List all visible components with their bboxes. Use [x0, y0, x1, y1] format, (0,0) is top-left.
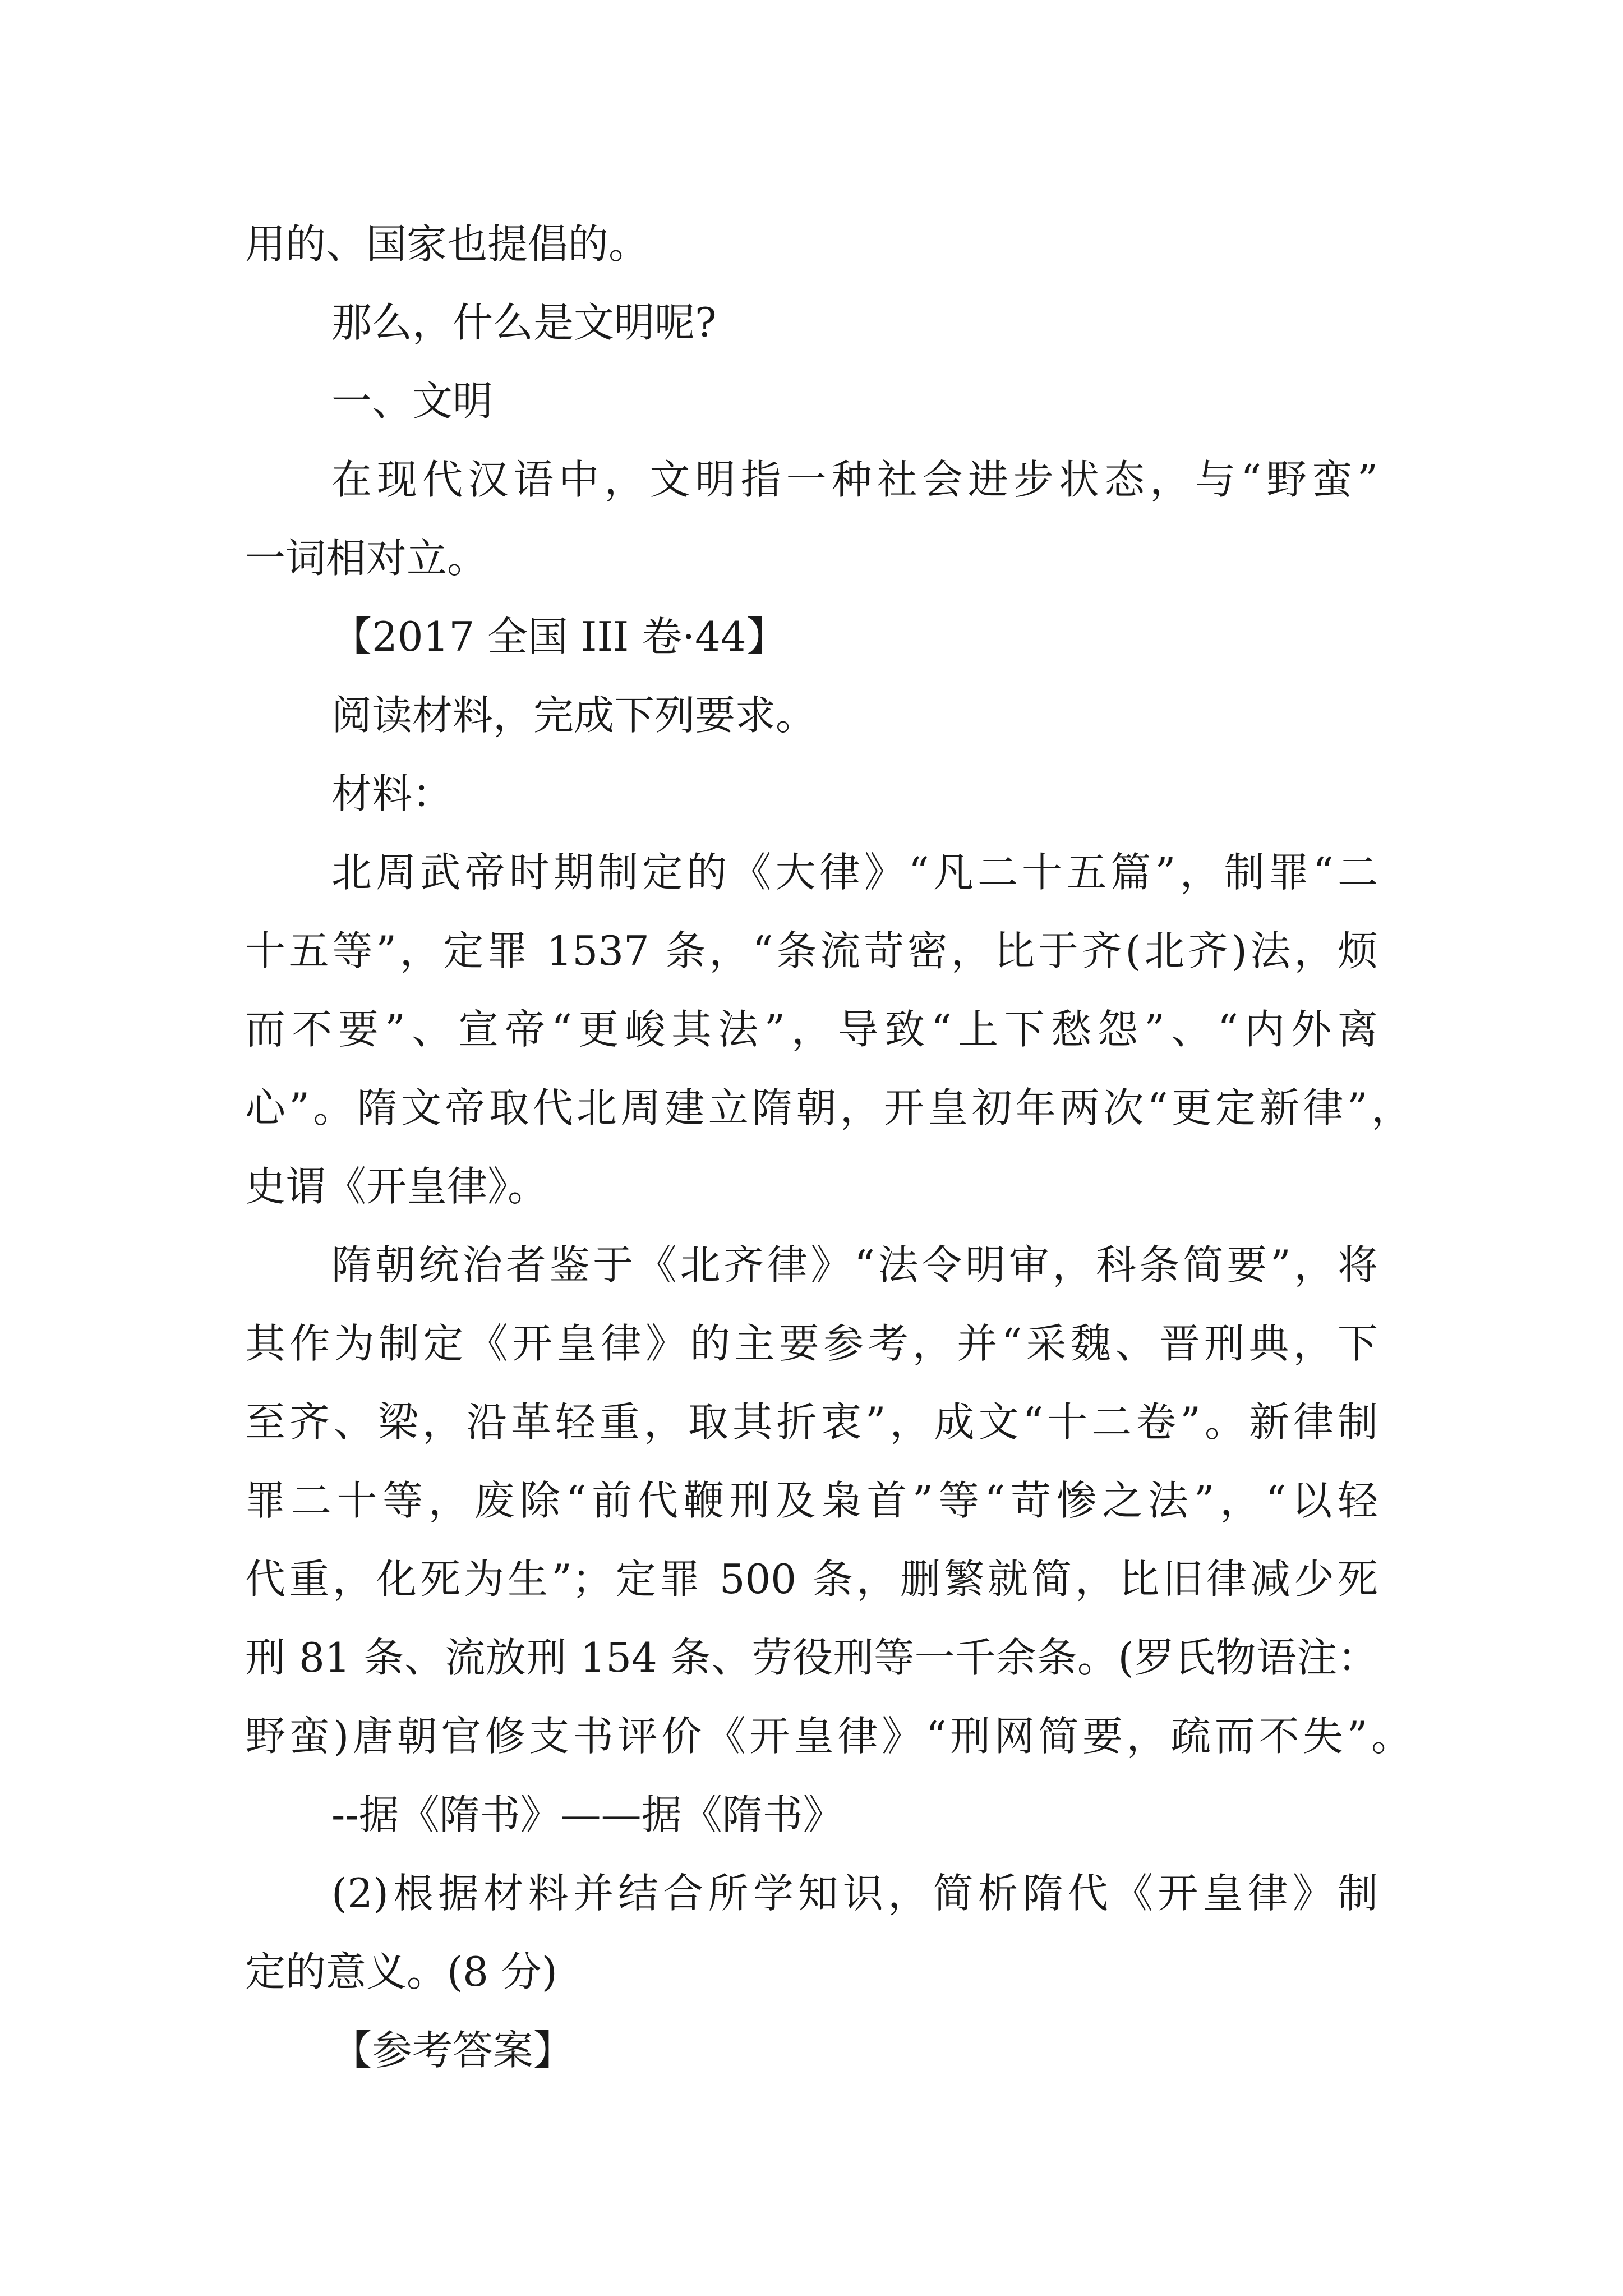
text-line-2: 那么，什么是文明呢? — [331, 299, 717, 346]
question-line-1: (2)根据材料并结合所学知识，简析隋代《开皇律》制 — [331, 1870, 1378, 1917]
answer-heading: 【参考答案】 — [331, 2027, 574, 2074]
exam-source: 【2017 全国 III 卷·44】 — [331, 613, 787, 660]
text-line-5: 一词相对立。 — [245, 535, 488, 582]
text-line-18: 代重，化死为生”；定罪 500 条，删繁就简，比旧律减少死 — [245, 1556, 1378, 1603]
text-line-9: 北周武帝时期制定的《大律》“凡二十五篇”，制罪“二 — [331, 849, 1378, 896]
text-line-17: 罪二十等，废除“前代鞭刑及枭首”等“苛惨之法”，“以轻 — [245, 1477, 1378, 1524]
text-line-15: 其作为制定《开皇律》的主要参考，并“采魏、晋刑典，下 — [245, 1320, 1378, 1367]
text-line-20: 野蛮)唐朝官修支书评价《开皇律》“刑网简要，疏而不失”。 — [245, 1713, 1412, 1760]
text-line-11: 而不要”、宣帝“更峻其法”，导致“上下愁怨”、“内外离 — [245, 1006, 1378, 1053]
text-line-19: 刑 81 条、流放刑 154 条、劳役刑等一千余条。(罗氏物语注： — [245, 1634, 1378, 1681]
text-line-10: 十五等”，定罪 1537 条，“条流苛密，比于齐(北齐)法，烦 — [245, 927, 1378, 974]
text-line-13: 史谓《开皇律》。 — [245, 1163, 548, 1210]
material-label: 材料： — [331, 770, 453, 817]
instruction: 阅读材料，完成下列要求。 — [331, 692, 817, 739]
question-line-2: 定的意义。(8 分) — [245, 1948, 557, 1995]
text-line-1: 用的、国家也提倡的。 — [245, 220, 649, 268]
text-line-16: 至齐、梁，沿革轻重，取其折衷”，成文“十二卷”。新律制 — [245, 1398, 1378, 1446]
citation: --据《隋书》——据《隋书》 — [331, 1791, 843, 1838]
section-heading: 一、文明 — [331, 378, 494, 425]
text-line-12: 心”。隋文帝取代北周建立隋朝，开皇初年两次“更定新律”， — [245, 1084, 1412, 1131]
text-line-4: 在现代汉语中，文明指一种社会进步状态，与“野蛮” — [331, 456, 1378, 503]
text-line-14: 隋朝统治者鉴于《北齐律》“法令明审，科条简要”，将 — [331, 1241, 1378, 1289]
